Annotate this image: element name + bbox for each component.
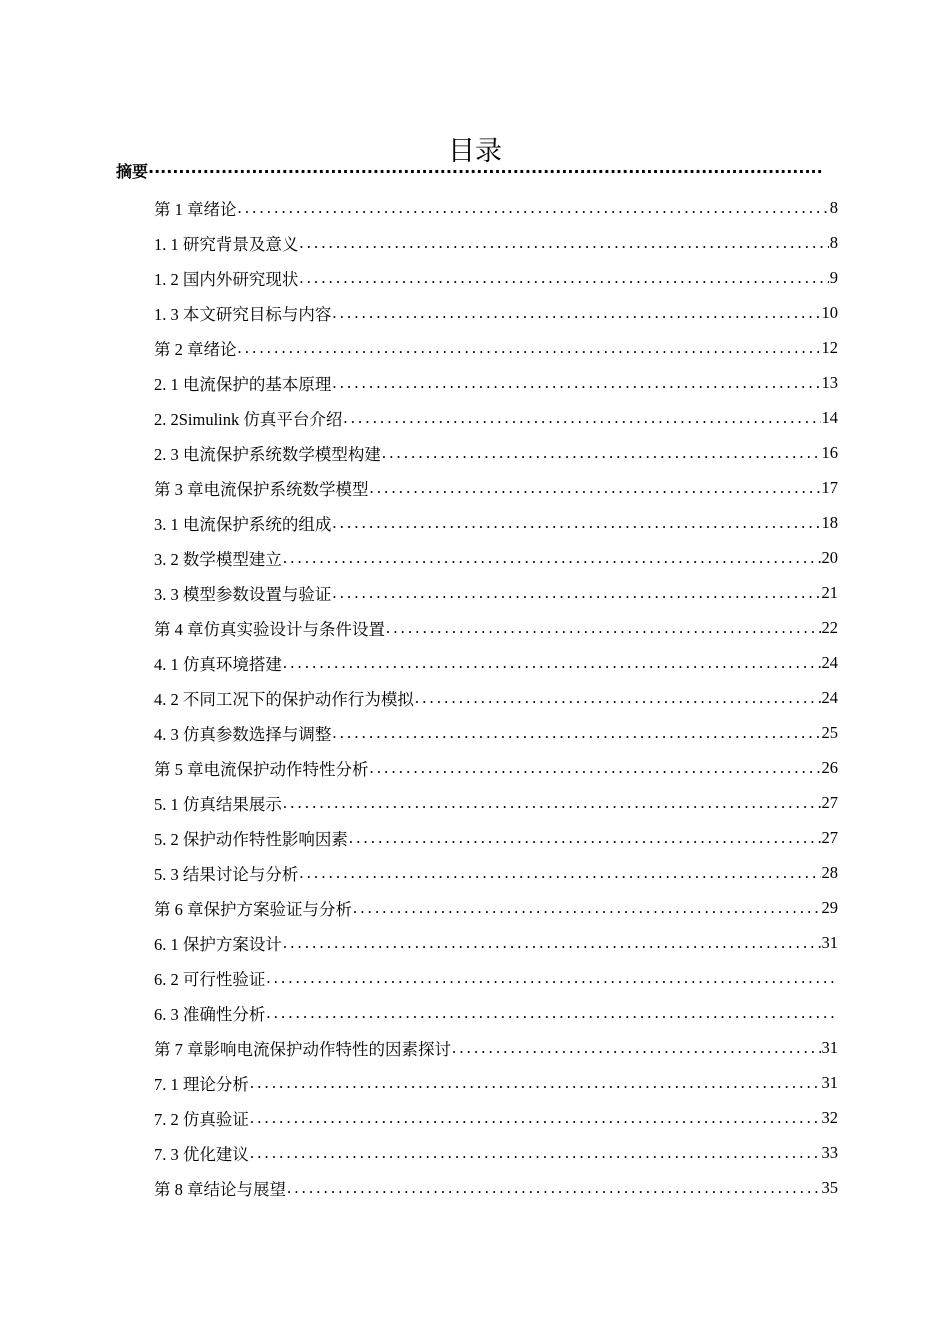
toc-entry-label: 第 2 章绪论 [154,339,237,359]
dot-leader [299,863,820,883]
toc-entry-page-number: 31 [821,1072,838,1092]
toc-entry-page-number: 27 [821,792,838,812]
toc-entry[interactable] [154,400,838,435]
dot-leader [415,688,821,708]
dot-leader [266,1003,837,1023]
dot-leader [353,898,821,918]
toc-entry-page-number: 21 [821,582,838,602]
toc-entry[interactable] [154,470,838,505]
dot-leader [287,1178,821,1198]
toc-entry-label: 6. 2 可行性验证 [154,969,266,989]
toc-entry[interactable] [154,820,838,855]
toc-entry[interactable] [154,435,838,470]
toc-entry[interactable] [154,680,838,715]
toc-entry-label: 第 1 章绪论 [154,199,237,219]
toc-entry[interactable] [154,890,838,925]
toc-entry-label: 第 6 章保护方案验证与分析 [154,899,352,919]
dot-leader [250,1143,821,1163]
dot-leader [283,933,821,953]
toc-entry-label: 7. 3 优化建议 [154,1144,249,1164]
toc-entry-label: 1. 1 研究背景及意义 [154,234,299,254]
toc-entry[interactable] [154,260,838,295]
toc-entry[interactable] [154,995,838,1030]
toc-entry-label: 2. 1 电流保护的基本原理 [154,374,332,394]
toc-entry[interactable] [154,1100,838,1135]
dot-leader [332,513,820,533]
toc-entry[interactable] [154,330,838,365]
toc-entry[interactable] [154,785,838,820]
toc-entry-page-number: 29 [821,897,838,917]
toc-entry-page-number: 31 [821,1037,838,1057]
dot-leader [386,618,821,638]
toc-entry[interactable] [154,1170,838,1205]
toc-entry-label: 1. 2 国内外研究现状 [154,269,299,289]
toc-entry-page-number: 35 [821,1177,838,1197]
toc-entry-label: 3. 2 数学模型建立 [154,549,282,569]
toc-entry[interactable] [154,225,838,260]
toc-entry-page-number: 33 [821,1142,838,1162]
toc-entry-label: 第 8 章结论与展望 [154,1179,286,1199]
dot-leader [283,548,821,568]
toc-entry-label: 7. 2 仿真验证 [154,1109,249,1129]
toc-entry-label: 2. 2Simulink 仿真平台介绍 [154,409,343,429]
toc-entry-page-number: 25 [821,722,838,742]
toc-entry[interactable] [154,365,838,400]
toc-entry-page-number: 32 [821,1107,838,1127]
toc-entry-page-number: 12 [821,337,838,357]
toc-entry-label: 5. 1 仿真结果展示 [154,794,282,814]
toc-entry[interactable] [154,575,838,610]
toc-entry[interactable] [154,1065,838,1100]
toc-entry-page-number: 31 [821,932,838,952]
dot-leader [343,408,820,428]
toc-entry-page-number: 14 [821,407,838,427]
toc-entry-page-number: 18 [821,512,838,532]
toc-entry-label: 1. 3 本文研究目标与内容 [154,304,332,324]
toc-entry-label: 第 7 章影响电流保护动作特性的因素探讨 [154,1039,451,1059]
toc-entry-label: 5. 2 保护动作特性影响因素 [154,829,348,849]
toc-entry[interactable] [154,1030,838,1065]
dot-leader [382,443,821,463]
toc-entry-label: 摘要 [116,162,149,181]
dot-leader [238,198,829,218]
toc-entry-label: 第 3 章电流保护系统数学模型 [154,479,369,499]
toc-entry[interactable] [154,190,838,225]
toc-entry[interactable] [154,295,838,330]
toc-entry-label: 7. 1 理论分析 [154,1074,249,1094]
toc-entry-label: 5. 3 结果讨论与分析 [154,864,299,884]
toc-entry[interactable] [154,645,838,680]
page-title: 目录 [448,136,502,168]
dot-leader [299,233,828,253]
toc-entry[interactable] [154,925,838,960]
toc-entry[interactable] [154,610,838,645]
dot-leader [370,478,821,498]
toc-entry-page-number: 24 [821,687,838,707]
toc-entry-label: 3. 3 模型参数设置与验证 [154,584,332,604]
dot-leader [238,338,821,358]
dot-leader [299,268,828,288]
toc-entry-page-number: 28 [821,862,838,882]
toc-entry-page-number: 27 [821,827,838,847]
toc-entry[interactable] [154,715,838,750]
toc-entry-label: 第 4 章仿真实验设计与条件设置 [154,619,385,639]
toc-entry-label: 6. 1 保护方案设计 [154,934,282,954]
toc-entry-label: 6. 3 准确性分析 [154,1004,266,1024]
toc-entry-page-number: 8 [829,197,838,217]
toc-entry-label: 3. 1 电流保护系统的组成 [154,514,332,534]
toc-entry-page-number: 20 [821,547,838,567]
dot-leader [332,373,820,393]
toc-entry[interactable] [154,505,838,540]
toc-entry[interactable] [154,1135,838,1170]
toc-entry-label: 4. 3 仿真参数选择与调整 [154,724,332,744]
toc-entry-page-number: 16 [821,442,838,462]
toc-entry-page-number: 13 [821,372,838,392]
dot-leader [349,828,821,848]
dot-leader [283,793,821,813]
toc-entry-page-number: 10 [821,302,838,322]
toc-entry-page-number: 8 [829,232,838,252]
toc-entry-label: 4. 2 不同工况下的保护动作行为模拟 [154,689,414,709]
toc-entry[interactable] [154,750,838,785]
toc-entry-label: 第 5 章电流保护动作特性分析 [154,759,369,779]
dot-leader [283,653,821,673]
toc-entry[interactable] [154,960,838,995]
toc-entry-page-number: 22 [821,617,838,637]
toc-entry[interactable] [154,855,838,890]
dot-leader [332,303,820,323]
dot-leader [452,1038,821,1058]
dot-leader [148,162,824,181]
dot-leader [332,723,820,743]
toc-entry-page-number: 26 [821,757,838,777]
table-of-contents [154,190,838,1205]
toc-entry-abstract[interactable] [116,159,824,185]
dot-leader [266,968,837,988]
dot-leader [250,1073,821,1093]
toc-entry-label: 4. 1 仿真环境搭建 [154,654,282,674]
dot-leader [370,758,821,778]
toc-entry-page-number: 24 [821,652,838,672]
toc-entry-page-number: 9 [829,267,838,287]
toc-entry-label: 2. 3 电流保护系统数学模型构建 [154,444,381,464]
toc-entry[interactable] [154,540,838,575]
dot-leader [332,583,820,603]
dot-leader [250,1108,821,1128]
toc-entry-page-number: 17 [821,477,838,497]
